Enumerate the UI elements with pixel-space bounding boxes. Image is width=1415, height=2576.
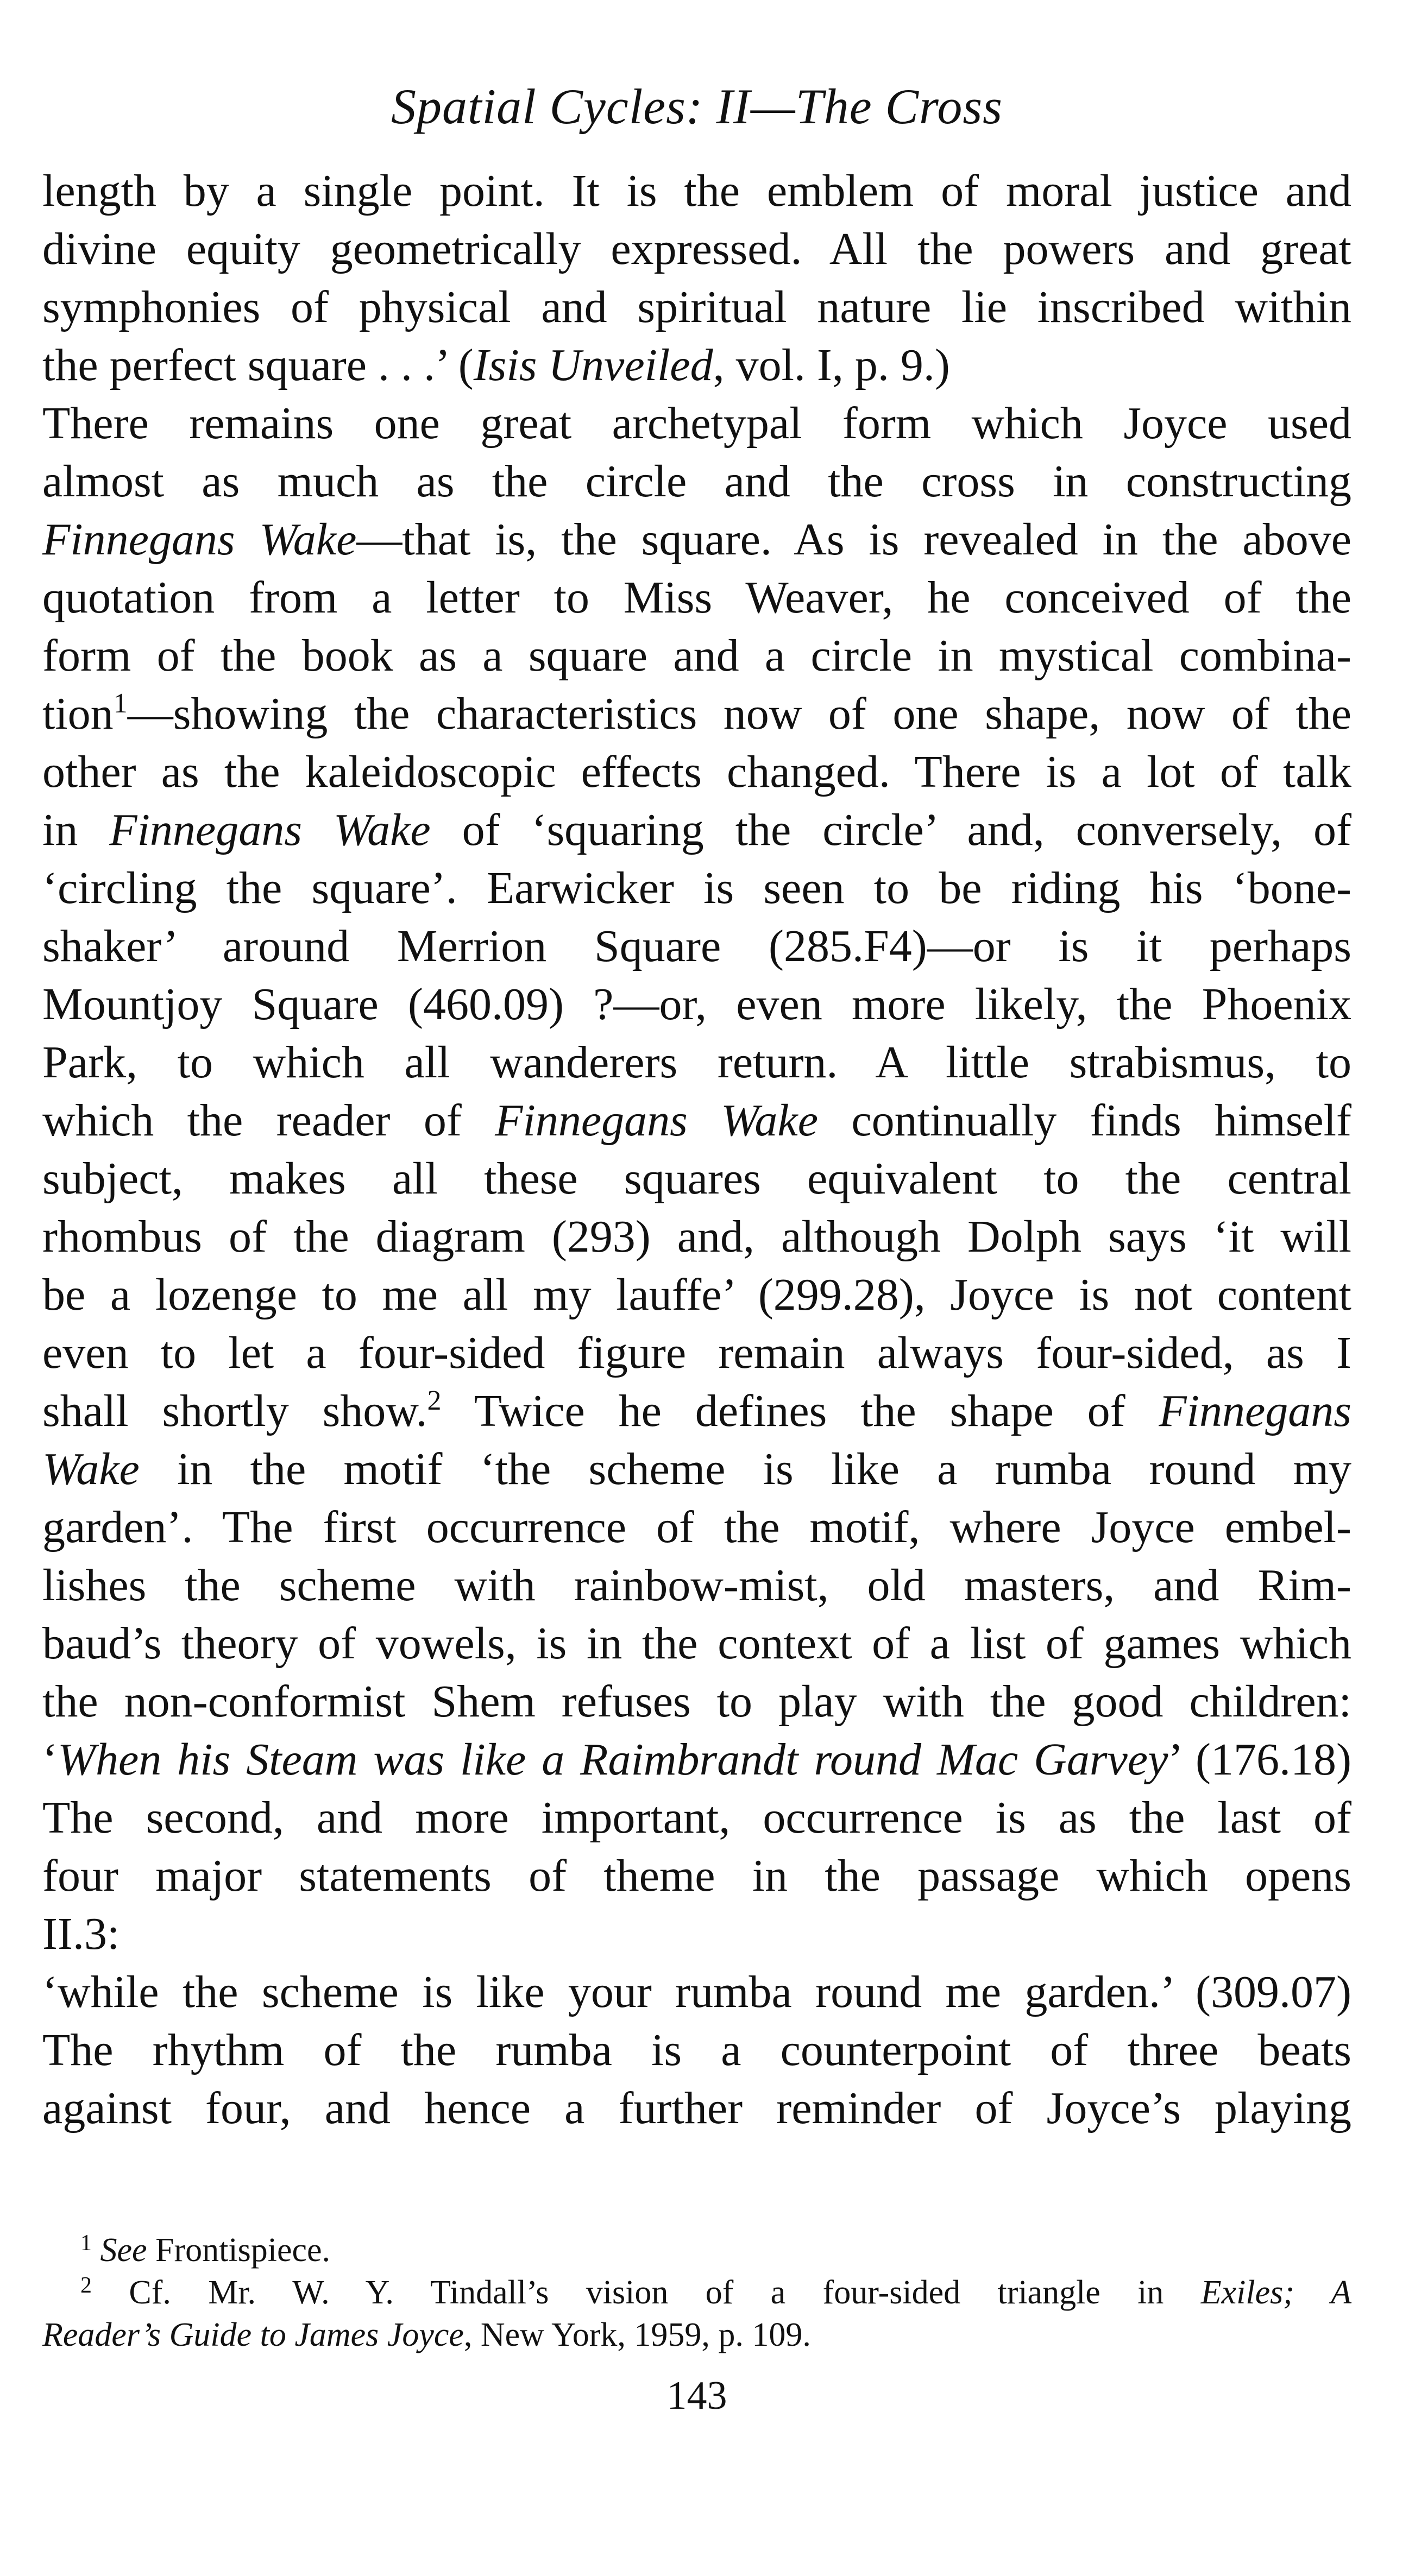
text-line (42, 1614, 1351, 1672)
text-run: against four, and hence a further reminder of Joyce’s playing (42, 2083, 1351, 2133)
text-run: subject, makes all these squares equivalent to the central (42, 1153, 1351, 1204)
text-run: , vol. I, p. 9.) (713, 340, 950, 390)
text-run: Twice he defines the shape of (441, 1386, 1159, 1436)
text-line (42, 1208, 1351, 1266)
text-run: the non-conformist Shem refuses to play with the good children: (42, 1676, 1351, 1727)
text-run: four major statements of theme in the passage which opens (42, 1851, 1351, 1901)
text-run: II.3: (42, 1909, 120, 1959)
text-run: ‘circling the square’. Earwicker is seen to be riding his ‘bone- (42, 863, 1351, 913)
text-line (42, 162, 1351, 220)
text-line (42, 1266, 1351, 1324)
text-run: length by a single point. It is the emblem of moral justice and (42, 166, 1351, 216)
text-run: Mountjoy Square (460.09) ?—or, even more likely, the Phoenix (42, 979, 1351, 1030)
text-run: —showing the characteristics now of one shape, now of the (127, 689, 1351, 739)
text-run: symphonies of physical and spiritual nature lie inscribed within (42, 282, 1351, 332)
italic-run: Finnegans Wake (495, 1095, 818, 1146)
page-number: 143 (666, 2373, 727, 2418)
italic-run: Reader’s Guide to James Joyce (42, 2316, 464, 2353)
italic-run: Finnegans Wake (109, 805, 431, 855)
text-run: The second, and more important, occurrence is as the last of (42, 1792, 1351, 1843)
text-line (42, 1498, 1351, 1556)
text-line (42, 1150, 1351, 1208)
text-run: ’ (176.18) (1168, 1734, 1351, 1785)
text-line (42, 1033, 1351, 1091)
text-line (42, 2021, 1351, 2079)
text-run: There remains one great archetypal form which Joyce used (42, 398, 1351, 449)
text-line (42, 1789, 1351, 1847)
text-run: the perfect square . . .’ ( (42, 340, 474, 390)
text-line (42, 743, 1351, 801)
text-run: lishes the scheme with rainbow-mist, old masters, and Rim- (42, 1560, 1351, 1611)
italic-run: Isis Unveiled (473, 340, 713, 390)
text-line (42, 1440, 1351, 1498)
text-run: Park, to which all wanderers return. A little strabismus, to (42, 1037, 1351, 1088)
italic-run: When his Steam was like a Raimbrandt round Mac Garvey (57, 1734, 1168, 1785)
text-line (42, 1324, 1351, 1382)
text-run: which the reader of (42, 1095, 495, 1146)
text-run: of ‘squaring the circle’ and, conversely, of (430, 805, 1351, 855)
text-run: ‘ (42, 1734, 58, 1785)
italic-run: Finnegans Wake (42, 514, 357, 565)
text-run: in (42, 805, 110, 855)
text-run: shall shortly show. (42, 1386, 427, 1436)
running-head: Spatial Cycles: II—The Cross (391, 79, 1003, 134)
footnote-line (42, 2271, 1351, 2314)
footnote-marker: 1 (80, 2231, 92, 2256)
text-run: baud’s theory of vowels, is in the context of a list of games which (42, 1618, 1351, 1669)
text-run: quotation from a letter to Miss Weaver, he conceived of the (42, 572, 1351, 623)
text-run: even to let a four-sided figure remain always four-sided, as I (42, 1328, 1351, 1378)
footnote-line (42, 2314, 1351, 2356)
italic-run: Exiles; A (1200, 2274, 1351, 2311)
footnote-marker: 2 (80, 2273, 92, 2298)
text-run: tion (42, 689, 114, 739)
text-run: other as the kaleidoscopic effects changed. There is a lot of talk (42, 747, 1351, 797)
text-run: —that is, the square. As is revealed in the above (356, 514, 1351, 565)
text-line (42, 1382, 1351, 1440)
text-line (42, 801, 1351, 859)
text-run: garden’. The first occurrence of the motif, where Joyce embel- (42, 1502, 1351, 1552)
text-run: Frontispiece. (147, 2232, 331, 2269)
book-page (42, 0, 1351, 2576)
text-run: The rhythm of the rumba is a counterpoint of three beats (42, 2025, 1351, 2075)
text-run: rhombus of the diagram (293) and, although Dolph says ‘it will (42, 1211, 1351, 1262)
text-line (42, 394, 1351, 452)
text-run: almost as much as the circle and the cross in constructing (42, 456, 1351, 507)
footnotes (42, 2229, 1351, 2356)
text-line (42, 569, 1351, 627)
text-line (42, 975, 1351, 1033)
text-run: in the motif ‘the scheme is like a rumba round my (139, 1444, 1351, 1494)
text-line (42, 336, 1351, 394)
text-run: shaker’ around Merrion Square (285.F4)—or is it perhaps (42, 921, 1351, 971)
italic-run: See (100, 2232, 147, 2269)
italic-run: Wake (42, 1444, 140, 1494)
footnote-marker: 1 (113, 688, 128, 719)
text-line (42, 627, 1351, 685)
text-run: ‘while the scheme is like your rumba round me garden.’ (309.07) (42, 1967, 1351, 2017)
text-line (42, 510, 1351, 569)
text-line (42, 1847, 1351, 1905)
text-run: Cf. Mr. W. Y. Tindall’s vision of a four-sided triangle in (92, 2274, 1201, 2311)
text-line (42, 278, 1351, 336)
text-line (42, 220, 1351, 278)
text-line (42, 859, 1351, 917)
footnote-marker: 2 (427, 1385, 442, 1416)
text-run: continually finds himself (818, 1095, 1351, 1146)
text-run: , New York, 1959, p. 109. (463, 2316, 811, 2353)
text-line (42, 1672, 1351, 1731)
text-line (42, 1963, 1351, 2021)
text-line (42, 1556, 1351, 1614)
italic-run: Finnegans (1159, 1386, 1351, 1436)
text-line (42, 1091, 1351, 1150)
text-line (42, 685, 1351, 743)
text-run (92, 2232, 100, 2269)
text-run: divine equity geometrically expressed. All the powers and great (42, 224, 1351, 274)
text-line (42, 917, 1351, 975)
text-line (42, 1731, 1351, 1789)
text-line (42, 452, 1351, 510)
text-line (42, 1905, 1351, 1963)
body-text (42, 162, 1351, 2137)
text-run: form of the book as a square and a circle in mystical combina- (42, 630, 1351, 681)
text-run: be a lozenge to me all my lauffe’ (299.28), Joyce is not content (42, 1270, 1351, 1320)
text-line (42, 2079, 1351, 2137)
footnote-line (42, 2229, 1351, 2271)
